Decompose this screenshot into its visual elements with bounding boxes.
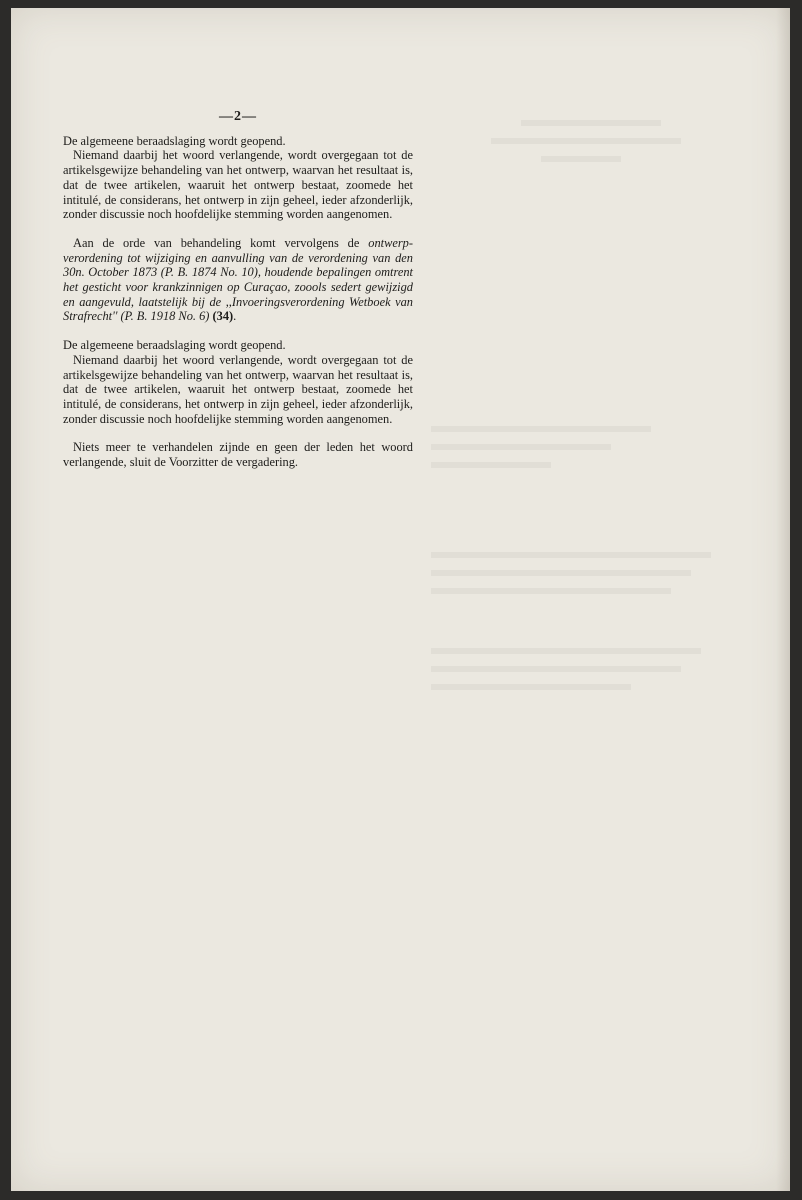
deliberation-opened-2: De algemeene beraadslaging wordt geopend. [63,338,286,353]
page-number: —2— [219,109,257,124]
agenda-intro: Aan de orde van behandeling komt vervolgens de [73,235,360,250]
agenda-item-paragraph [63,236,413,324]
bleed-through-text [431,108,731,702]
agenda-end: . [233,309,237,324]
deliberation-result-2: Niemand daarbij het woord verlangende, wordt overgegaan tot de artikelsgewijze behandeling van het ontwerp, waarvan het resultaat is, dat de twee artikelen, waaruit het ontwerp bestaat, zoomede het intitulé, de considerans, het ontwerp in zijn geheel, ieder afzonderlijk, zonder discussie noch hoofdelijke stemming worden aangenomen. [63,352,413,426]
ordinance-title: ontwerp-verordening tot wijziging en aanvulling van de verordening van den 30n. October 1873 (P. B. 1874 No. 10), houdende bepalingen omtrent het gesticht voor krankzinnigen op Curaçao, zoools sedert gewijzigd en aangevuld, laatstelijk bij de ,,Invoeringsverordening Wetboek van Strafrecht'' (P. B. 1918 No. 6) [63,235,413,324]
document-text [63,110,413,470]
deliberation-opened-1: De algemeene beraadslaging wordt geopend. [63,133,286,148]
meeting-closing: Niets meer te verhandelen zijnde en geen der leden het woord verlangende, sluit de Voorzitter de vergadering. [63,440,413,470]
page-edge-shadow [776,8,790,1191]
document-page [11,8,790,1191]
document-reference: (34) [212,309,234,324]
deliberation-result-1: Niemand daarbij het woord verlangende, wordt overgegaan tot de artikelsgewijze behandeling van het ontwerp, waarvan het resultaat is, dat de twee artikelen, waaruit het ontwerp bestaat, zoomede het intitulé, de considerans, het ontwerp in zijn geheel, ieder afzonderlijk, zonder discussie noch hoofdelijke stemming worden aangenomen. [63,148,413,222]
